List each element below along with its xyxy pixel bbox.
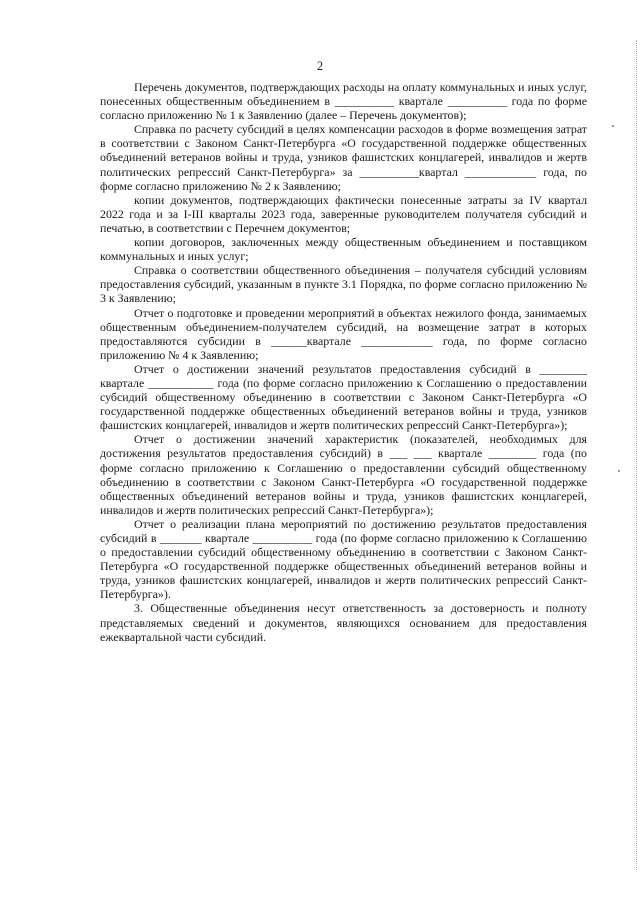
paragraph-plan-report: Отчет о реализации плана мероприятий по достижению результатов предоставления субсидий в _______ квартале __________ года (по форме согласно приложению к Соглашению о предоставлении субсидий общественному объединению в соответствии с Законом Санкт-Петербурга «О государственной поддержке общественных объединений ветеранов войны и труда, узников фашистских концлагерей, инвалидов и жертв политических репрессий Санкт-Петербурга»). [100,516,587,602]
paragraph-responsibility: 3. Общественные объединения несут ответственность за достоверность и полноту представляемых сведений и документов, являющихся основанием для предоставления ежеквартальной части субсидий. [100,601,587,644]
paragraph-subsidy-calculation: Справка по расчету субсидий в целях компенсации расходов в форме возмещения затрат в соответствии с Законом Санкт-Петербурга «О государственной поддержке общественных объединений ветеранов войны и труда, узников фашистских концлагерей, инвалидов и жертв политических репрессий Санкт-Петербурга» за __________квартал ____________ года, по форме согласно приложению № 2 к Заявлению; [100,122,587,193]
paragraph-documents-list: Перечень документов, подтверждающих расходы на оплату коммунальных и иных услуг, понесенных общественным объединением в __________ квартале __________ года по форме согласно приложению № 1 к Заявлению (далее – Перечень документов); [100,80,587,123]
paragraph-expense-copies: копии документов, подтверждающих фактически понесенные затраты за IV квартал 2022 года и за I-III кварталы 2023 года, заверенные руководителем получателя субсидий и печатью, в соответствии с Перечнем документов; [100,192,587,235]
paragraph-compliance-certificate: Справка о соответствии общественного объединения – получателя субсидий условиям предоставления субсидий, указанным в пункте 3.1 Порядка, по форме согласно приложению № 3 к Заявлению; [100,263,587,306]
paragraph-results-report: Отчет о достижении значений результатов предоставления субсидий в ________ квартале ___________ года (по форме согласно приложению к Соглашению о предоставлении субсидий общественному объединению в соответствии с Законом Санкт-Петербурга «О государственной поддержке общественных объединений ветеранов войны и труда, узников фашистских концлагерей, инвалидов и жертв политических репрессий Санкт-Петербурга»); [100,361,587,433]
scan-speck [618,470,620,472]
document-body [100,80,587,644]
scan-speck [612,125,614,127]
paragraph-events-report: Отчет о подготовке и проведении мероприятий в объектах нежилого фонда, занимаемых общественным объединением-получателем субсидий, на возмещение затрат в которых предоставляются субсидии в ______квартале ____________ года, по форме согласно приложению № 4 к Заявлению; [100,305,587,362]
page-number: 2 [316,59,324,73]
scan-edge-artifact [635,40,637,870]
paragraph-indicators-report: Отчет о достижении значений характеристик (показателей, необходимых для достижения результатов предоставления субсидий) в ___ ___ квартале ________ года (по форме согласно приложению к Соглашению о предоставлении субсидий общественному объединению в соответствии с Законом Санкт-Петербурга «О государственной поддержке общественных объединений ветеранов войны и труда, узников фашистских концлагерей, инвалидов и жертв политических репрессий Санкт-Петербурга»); [100,432,587,517]
paragraph-contract-copies: копии договоров, заключенных между общественным объединением и поставщиком коммунальных и иных услуг; [100,235,587,264]
